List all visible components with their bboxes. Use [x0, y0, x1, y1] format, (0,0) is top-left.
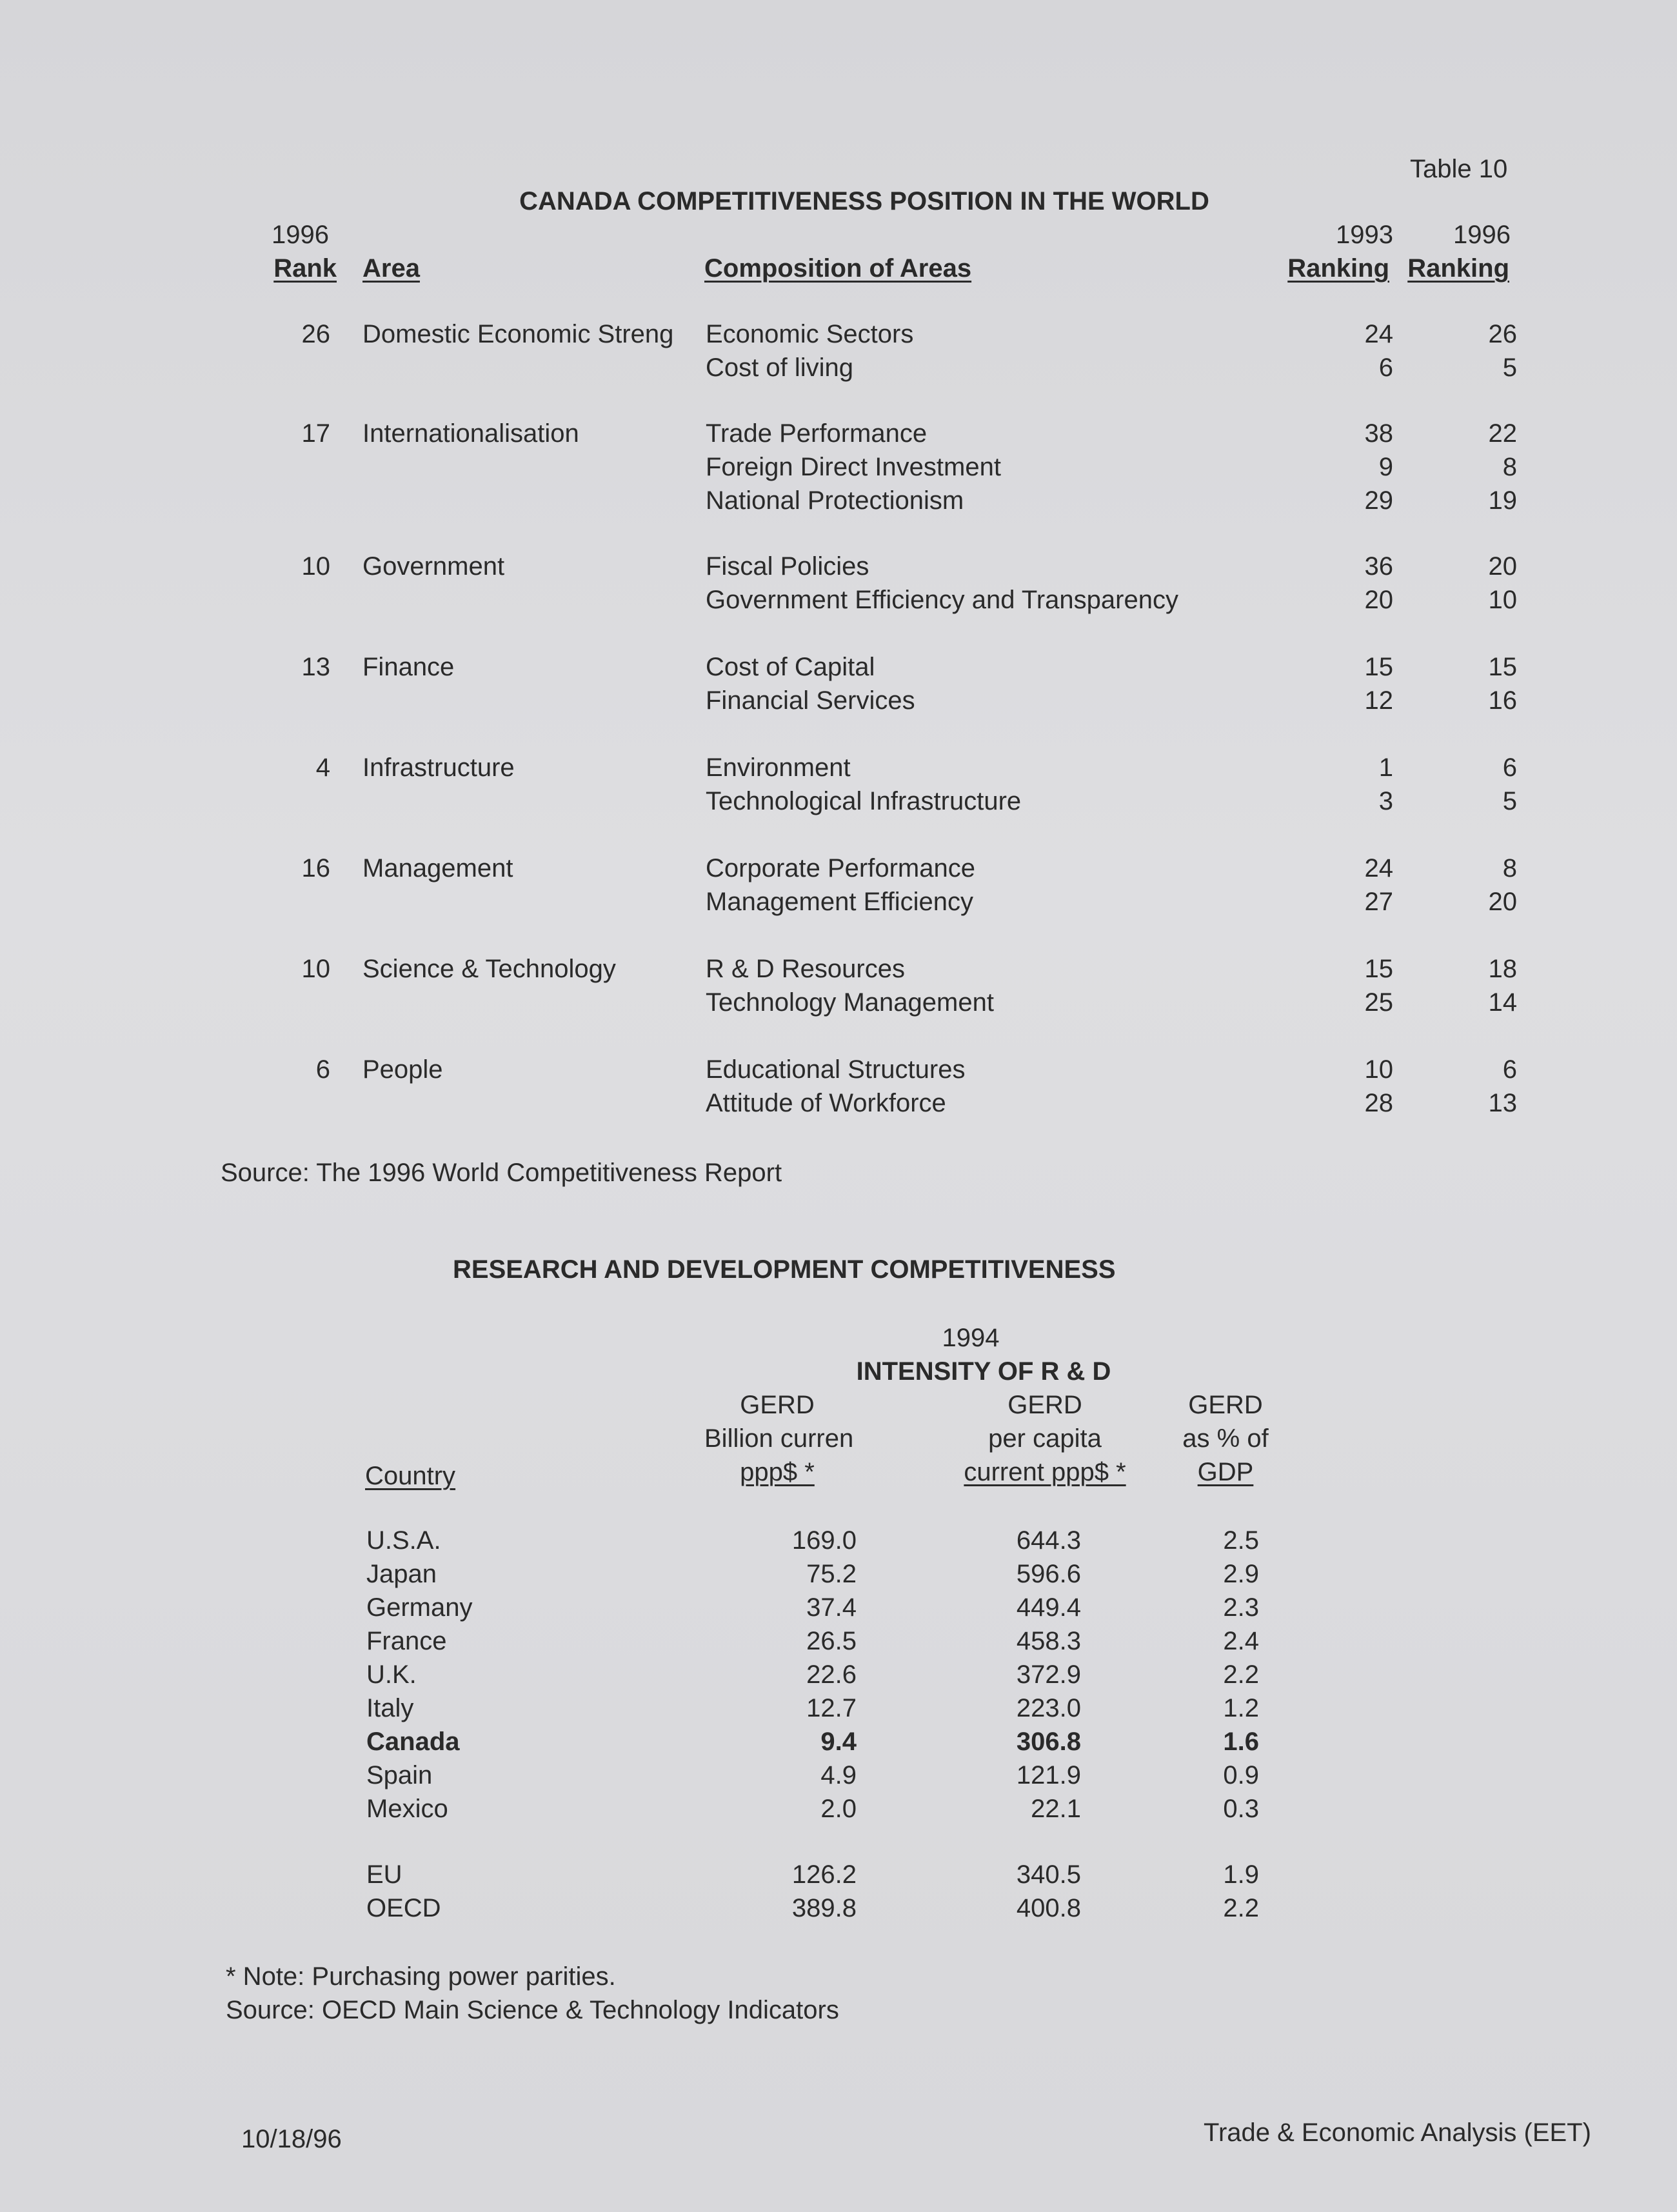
rd-per-capita: 596.6: [1016, 1560, 1081, 1588]
ranking-1996: 19: [1488, 486, 1517, 515]
rd-subtitle: INTENSITY OF R & D: [856, 1357, 1111, 1386]
rd-year: 1994: [942, 1324, 1000, 1352]
group-area: People: [362, 1055, 443, 1084]
rd-per-capita: 400.8: [1016, 1894, 1081, 1922]
col3-header-line2: as % of: [1182, 1424, 1269, 1453]
rd-billion: 37.4: [806, 1593, 857, 1622]
ranking-1993: 20: [1364, 586, 1393, 614]
area-header: Area: [362, 254, 420, 283]
rd-country: Japan: [366, 1560, 437, 1588]
rd-billion: 26.5: [806, 1627, 857, 1655]
group-area: Finance: [362, 653, 455, 681]
col2-header-line1: GERD: [1007, 1391, 1082, 1419]
country-header: Country: [365, 1462, 456, 1490]
rd-per-capita: 644.3: [1016, 1526, 1081, 1555]
rd-pct-gdp: 0.9: [1223, 1761, 1259, 1789]
rd-country: U.K.: [366, 1660, 417, 1689]
ranking-1996: 20: [1488, 552, 1517, 581]
component-name: Corporate Performance: [706, 854, 975, 882]
component-name: Cost of living: [706, 354, 853, 382]
ranking-1996: 10: [1488, 586, 1517, 614]
rd-per-capita: 372.9: [1016, 1660, 1081, 1689]
col2-header-line3: current ppp$ *: [964, 1458, 1126, 1486]
ranking-1993: 15: [1364, 955, 1393, 983]
competitiveness-source: Source: The 1996 World Competitiveness Report: [221, 1159, 782, 1187]
rd-pct-gdp: 1.6: [1223, 1728, 1259, 1756]
group-area: Management: [362, 854, 513, 882]
ranking-1993: 1: [1378, 753, 1393, 782]
ranking-1993: 36: [1364, 552, 1393, 581]
group-rank: 26: [301, 320, 330, 348]
rd-billion: 126.2: [791, 1860, 857, 1889]
col2-header-line2: per capita: [988, 1424, 1102, 1453]
rd-per-capita: 22.1: [1031, 1795, 1081, 1823]
ranking-1993: 28: [1364, 1089, 1393, 1117]
ranking-1996: 16: [1488, 686, 1517, 715]
ranking-1996: 14: [1488, 988, 1517, 1017]
component-name: Foreign Direct Investment: [706, 453, 1001, 481]
component-name: Attitude of Workforce: [706, 1089, 946, 1117]
rd-billion: 2.0: [820, 1795, 857, 1823]
component-name: Management Efficiency: [706, 888, 974, 916]
ranking-1993-header: Ranking: [1287, 254, 1389, 283]
component-name: Government Efficiency and Transparency: [706, 586, 1178, 614]
ranking-1993: 24: [1364, 320, 1393, 348]
rd-per-capita: 306.8: [1016, 1728, 1081, 1756]
rd-country: France: [366, 1627, 447, 1655]
table-label: Table 10: [1410, 155, 1508, 183]
ranking-1993: 38: [1364, 419, 1393, 448]
ranking-1996: 26: [1488, 320, 1517, 348]
rd-billion: 389.8: [791, 1894, 857, 1922]
col1-header-line2: Billion curren: [704, 1424, 854, 1453]
rd-country: Spain: [366, 1761, 433, 1789]
rd-country: Germany: [366, 1593, 473, 1622]
col3-header-line3: GDP: [1197, 1458, 1254, 1486]
ranking-1993: 29: [1364, 486, 1393, 515]
ranking-1996: 15: [1488, 653, 1517, 681]
rd-pct-gdp: 1.2: [1223, 1694, 1259, 1722]
group-rank: 4: [315, 753, 330, 782]
ranking-1996: 22: [1488, 419, 1517, 448]
component-name: Financial Services: [706, 686, 915, 715]
group-area: Science & Technology: [362, 955, 616, 983]
rd-pct-gdp: 2.5: [1223, 1526, 1259, 1555]
component-name: Fiscal Policies: [706, 552, 869, 581]
ranking-1996: 13: [1488, 1089, 1517, 1117]
component-name: Cost of Capital: [706, 653, 875, 681]
col3-header-line1: GERD: [1188, 1391, 1263, 1419]
year-1993-header: 1993: [1336, 221, 1393, 249]
rd-billion: 169.0: [791, 1526, 857, 1555]
ranking-1993: 24: [1364, 854, 1393, 882]
rd-billion: 75.2: [806, 1560, 857, 1588]
rd-pct-gdp: 1.9: [1223, 1860, 1259, 1889]
rd-pct-gdp: 2.2: [1223, 1894, 1259, 1922]
year-1996-header: 1996: [1453, 221, 1511, 249]
group-rank: 17: [301, 419, 330, 448]
component-name: Technology Management: [706, 988, 994, 1017]
rd-source: Source: OECD Main Science & Technology Indicators: [226, 1996, 839, 2024]
ranking-1996: 18: [1488, 955, 1517, 983]
ranking-1993: 3: [1378, 787, 1393, 815]
ranking-1996: 8: [1502, 453, 1517, 481]
component-name: National Protectionism: [706, 486, 964, 515]
competitiveness-title: CANADA COMPETITIVENESS POSITION IN THE WORLD: [519, 187, 1209, 215]
ranking-1993: 27: [1364, 888, 1393, 916]
rd-billion: 12.7: [806, 1694, 857, 1722]
col1-header-line1: GERD: [740, 1391, 815, 1419]
rank-year-header: 1996: [272, 221, 329, 249]
component-name: Environment: [706, 753, 851, 782]
component-name: Economic Sectors: [706, 320, 914, 348]
footer-date: 10/18/96: [241, 2125, 342, 2153]
component-name: R & D Resources: [706, 955, 905, 983]
rd-per-capita: 223.0: [1016, 1694, 1081, 1722]
ranking-1996: 5: [1502, 787, 1517, 815]
group-area: Domestic Economic Streng: [362, 320, 674, 348]
rd-note: * Note: Purchasing power parities.: [226, 1962, 616, 1991]
rd-billion: 9.4: [820, 1728, 857, 1756]
rd-billion: 22.6: [806, 1660, 857, 1689]
rd-pct-gdp: 2.9: [1223, 1560, 1259, 1588]
group-rank: 10: [301, 552, 330, 581]
rd-billion: 4.9: [820, 1761, 857, 1789]
rd-per-capita: 449.4: [1016, 1593, 1081, 1622]
rd-pct-gdp: 2.4: [1223, 1627, 1259, 1655]
rd-title: RESEARCH AND DEVELOPMENT COMPETITIVENESS: [453, 1255, 1116, 1284]
rank-header: Rank: [273, 254, 337, 283]
rd-country: Canada: [366, 1728, 460, 1756]
rd-pct-gdp: 0.3: [1223, 1795, 1259, 1823]
ranking-1993: 9: [1378, 453, 1393, 481]
footer-department: Trade & Economic Analysis (EET): [1204, 2118, 1591, 2147]
component-name: Technological Infrastructure: [706, 787, 1022, 815]
component-name: Trade Performance: [706, 419, 928, 448]
rd-country: Italy: [366, 1694, 414, 1722]
ranking-1993: 10: [1364, 1055, 1393, 1084]
ranking-1996: 8: [1502, 854, 1517, 882]
ranking-1993: 15: [1364, 653, 1393, 681]
rd-per-capita: 458.3: [1016, 1627, 1081, 1655]
rd-country: EU: [366, 1860, 402, 1889]
ranking-1996-header: Ranking: [1407, 254, 1509, 283]
ranking-1996: 20: [1488, 888, 1517, 916]
group-rank: 16: [301, 854, 330, 882]
ranking-1996: 6: [1502, 753, 1517, 782]
group-area: Government: [362, 552, 505, 581]
composition-header: Composition of Areas: [704, 254, 972, 283]
ranking-1996: 5: [1502, 354, 1517, 382]
group-rank: 10: [301, 955, 330, 983]
rd-per-capita: 340.5: [1016, 1860, 1081, 1889]
component-name: Educational Structures: [706, 1055, 966, 1084]
group-rank: 6: [315, 1055, 330, 1084]
rd-country: U.S.A.: [366, 1526, 441, 1555]
ranking-1993: 25: [1364, 988, 1393, 1017]
ranking-1993: 6: [1378, 354, 1393, 382]
rd-country: Mexico: [366, 1795, 448, 1823]
group-area: Infrastructure: [362, 753, 515, 782]
group-rank: 13: [301, 653, 330, 681]
ranking-1993: 12: [1364, 686, 1393, 715]
ranking-1996: 6: [1502, 1055, 1517, 1084]
rd-country: OECD: [366, 1894, 441, 1922]
group-area: Internationalisation: [362, 419, 579, 448]
rd-pct-gdp: 2.3: [1223, 1593, 1259, 1622]
rd-pct-gdp: 2.2: [1223, 1660, 1259, 1689]
rd-per-capita: 121.9: [1016, 1761, 1081, 1789]
col1-header-line3: ppp$ *: [740, 1458, 815, 1486]
